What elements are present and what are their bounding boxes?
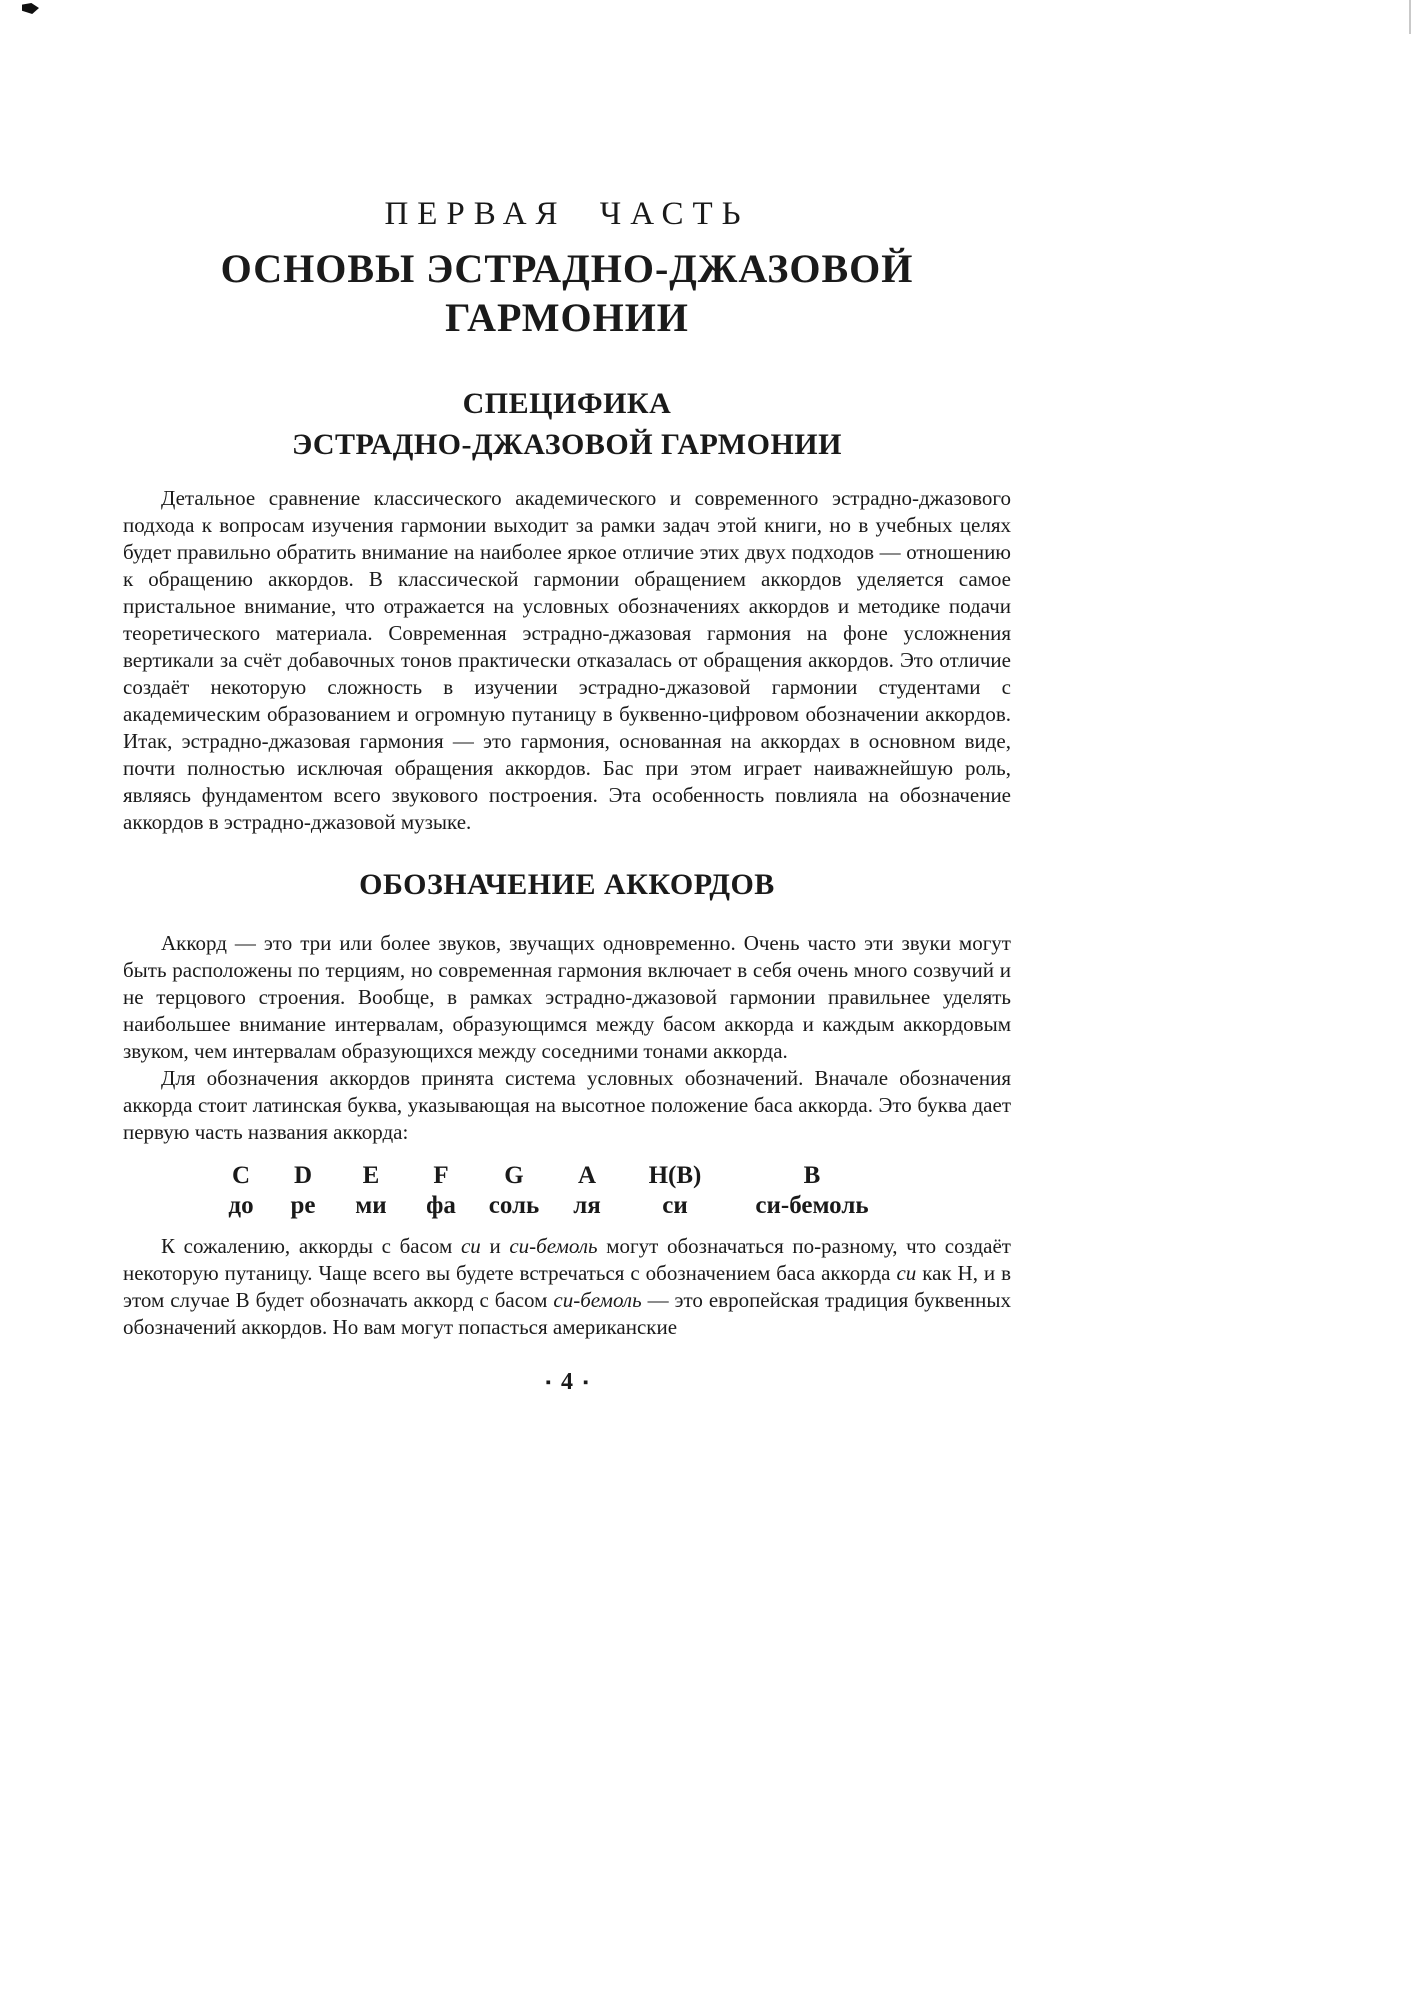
chord-column bbox=[629, 1162, 721, 1221]
note-name: ре bbox=[290, 1191, 316, 1219]
chord-column bbox=[219, 1162, 263, 1221]
section-heading-chord-notation: ОБОЗНАЧЕНИЕ АККОРДОВ bbox=[359, 868, 775, 902]
section2-paragraph-b-h-confusion: К сожалению, аккорды с басом си и си-бемоль могут обозначаться по-разному, что создаёт некоторую путаницу. Чаще всего вы будете встречаться с обозначением баса аккорда си как H, и в этом случае B будет обозначать аккорд с басом си-бемоль — это европейская традиция буквенных обозначений аккордов. Но вам могут попасться американские bbox=[123, 1233, 1012, 1339]
chord-letter: H(B) bbox=[648, 1161, 702, 1189]
section2-paragraph-notation-system: Для обозначения аккордов принята система условных обозначений. Вначале обозначения аккорда стоит латинская буква, указывающая на высотное положение баса аккорда. Это буква дает первую часть названия аккорда: bbox=[123, 1065, 1011, 1144]
scan-edge-line bbox=[1409, 0, 1411, 34]
chord-letter: F bbox=[433, 1161, 449, 1189]
main-title-line1: ОСНОВЫ ЭСТРАДНО-ДЖАЗОВОЙ bbox=[220, 246, 914, 291]
note-name: фа bbox=[426, 1191, 456, 1219]
chord-letter: D bbox=[293, 1161, 313, 1189]
chord-column bbox=[415, 1162, 467, 1221]
footer-bullet-right: ▪ bbox=[583, 1375, 589, 1391]
section1-paragraph: Детальное сравнение классического академического и современного эстрадно-джазового подхода к вопросам изучения гармонии выходит за рамки задач этой книги, но в учебных целях будет правильно обратить внимание на наиболее яркое отличие этих двух подходов — отношению к обращению аккордов. В классической гармонии обращением аккордов уделяется самое пристальное внимание, что отражается на условных обозначениях аккордов и методике подачи теоретического материала. Современная эстрадно-джазовая гармония на фоне усложнения вертикали за счёт добавочных тонов практически отказалась от обращения аккордов. Это отличие создаёт некоторую сложность в изучении эстрадно-джазовой гармонии студентами с академическим образованием и огромную путаницу в буквенно-цифровом обозначении аккордов. Итак, эстрадно-джазовая гармония — это гармония, основанная на аккордах в основном виде, почти полностью исключая обращения аккордов. Бас при этом играет наиважнейшую роль, являясь фундаментом всего звукового построения. Эта особенность повлияла на обозначение аккордов в эстрадно-джазовой музыке. bbox=[123, 486, 1011, 835]
part-title: ПЕРВАЯ ЧАСТЬ bbox=[384, 196, 750, 232]
chord-letter: C bbox=[231, 1161, 251, 1189]
chord-column bbox=[343, 1162, 399, 1221]
page-content bbox=[123, 0, 1011, 1402]
note-name: соль bbox=[488, 1191, 540, 1219]
chord-letters-table bbox=[219, 1162, 1011, 1221]
note-name: си bbox=[662, 1191, 688, 1219]
section-heading-specifics bbox=[123, 383, 1011, 466]
book-main-title bbox=[123, 245, 1011, 343]
chord-letter: G bbox=[504, 1161, 524, 1189]
page-footer bbox=[123, 1369, 1011, 1402]
note-name: ля bbox=[573, 1191, 601, 1219]
note-name: си-бемоль bbox=[755, 1191, 869, 1219]
page-number: 4 bbox=[561, 1369, 573, 1395]
footer-bullet-left: ▪ bbox=[545, 1375, 551, 1391]
section1-heading-line1: СПЕЦИФИКА bbox=[462, 386, 672, 420]
chord-column bbox=[279, 1162, 327, 1221]
chord-letter: E bbox=[362, 1161, 380, 1189]
chord-column bbox=[737, 1162, 887, 1221]
section2-paragraph-chord-definition: Аккорд — это три или более звуков, звучащих одновременно. Очень часто эти звуки могут быть расположены по терциям, но современная гармония включает в себя очень много созвучий и не терцового строения. Вообще, в рамках эстрадно-джазовой гармонии правильнее уделять наибольшее внимание интервалам, образующимся между басом аккорда и каждым аккордовым звуком, чем интервалам образующихся между соседними тонами аккорда. bbox=[123, 930, 1011, 1063]
section1-heading-line2: ЭСТРАДНО-ДЖАЗОВОЙ ГАРМОНИИ bbox=[292, 427, 842, 461]
chord-column bbox=[561, 1162, 613, 1221]
main-title-line2: ГАРМОНИИ bbox=[445, 294, 689, 340]
chord-letter: B bbox=[803, 1161, 821, 1189]
scan-artifact-mark bbox=[22, 3, 39, 14]
chord-letter: A bbox=[577, 1161, 597, 1189]
note-name: ми bbox=[355, 1191, 387, 1219]
note-name: до bbox=[228, 1191, 254, 1219]
chord-column bbox=[483, 1162, 545, 1221]
